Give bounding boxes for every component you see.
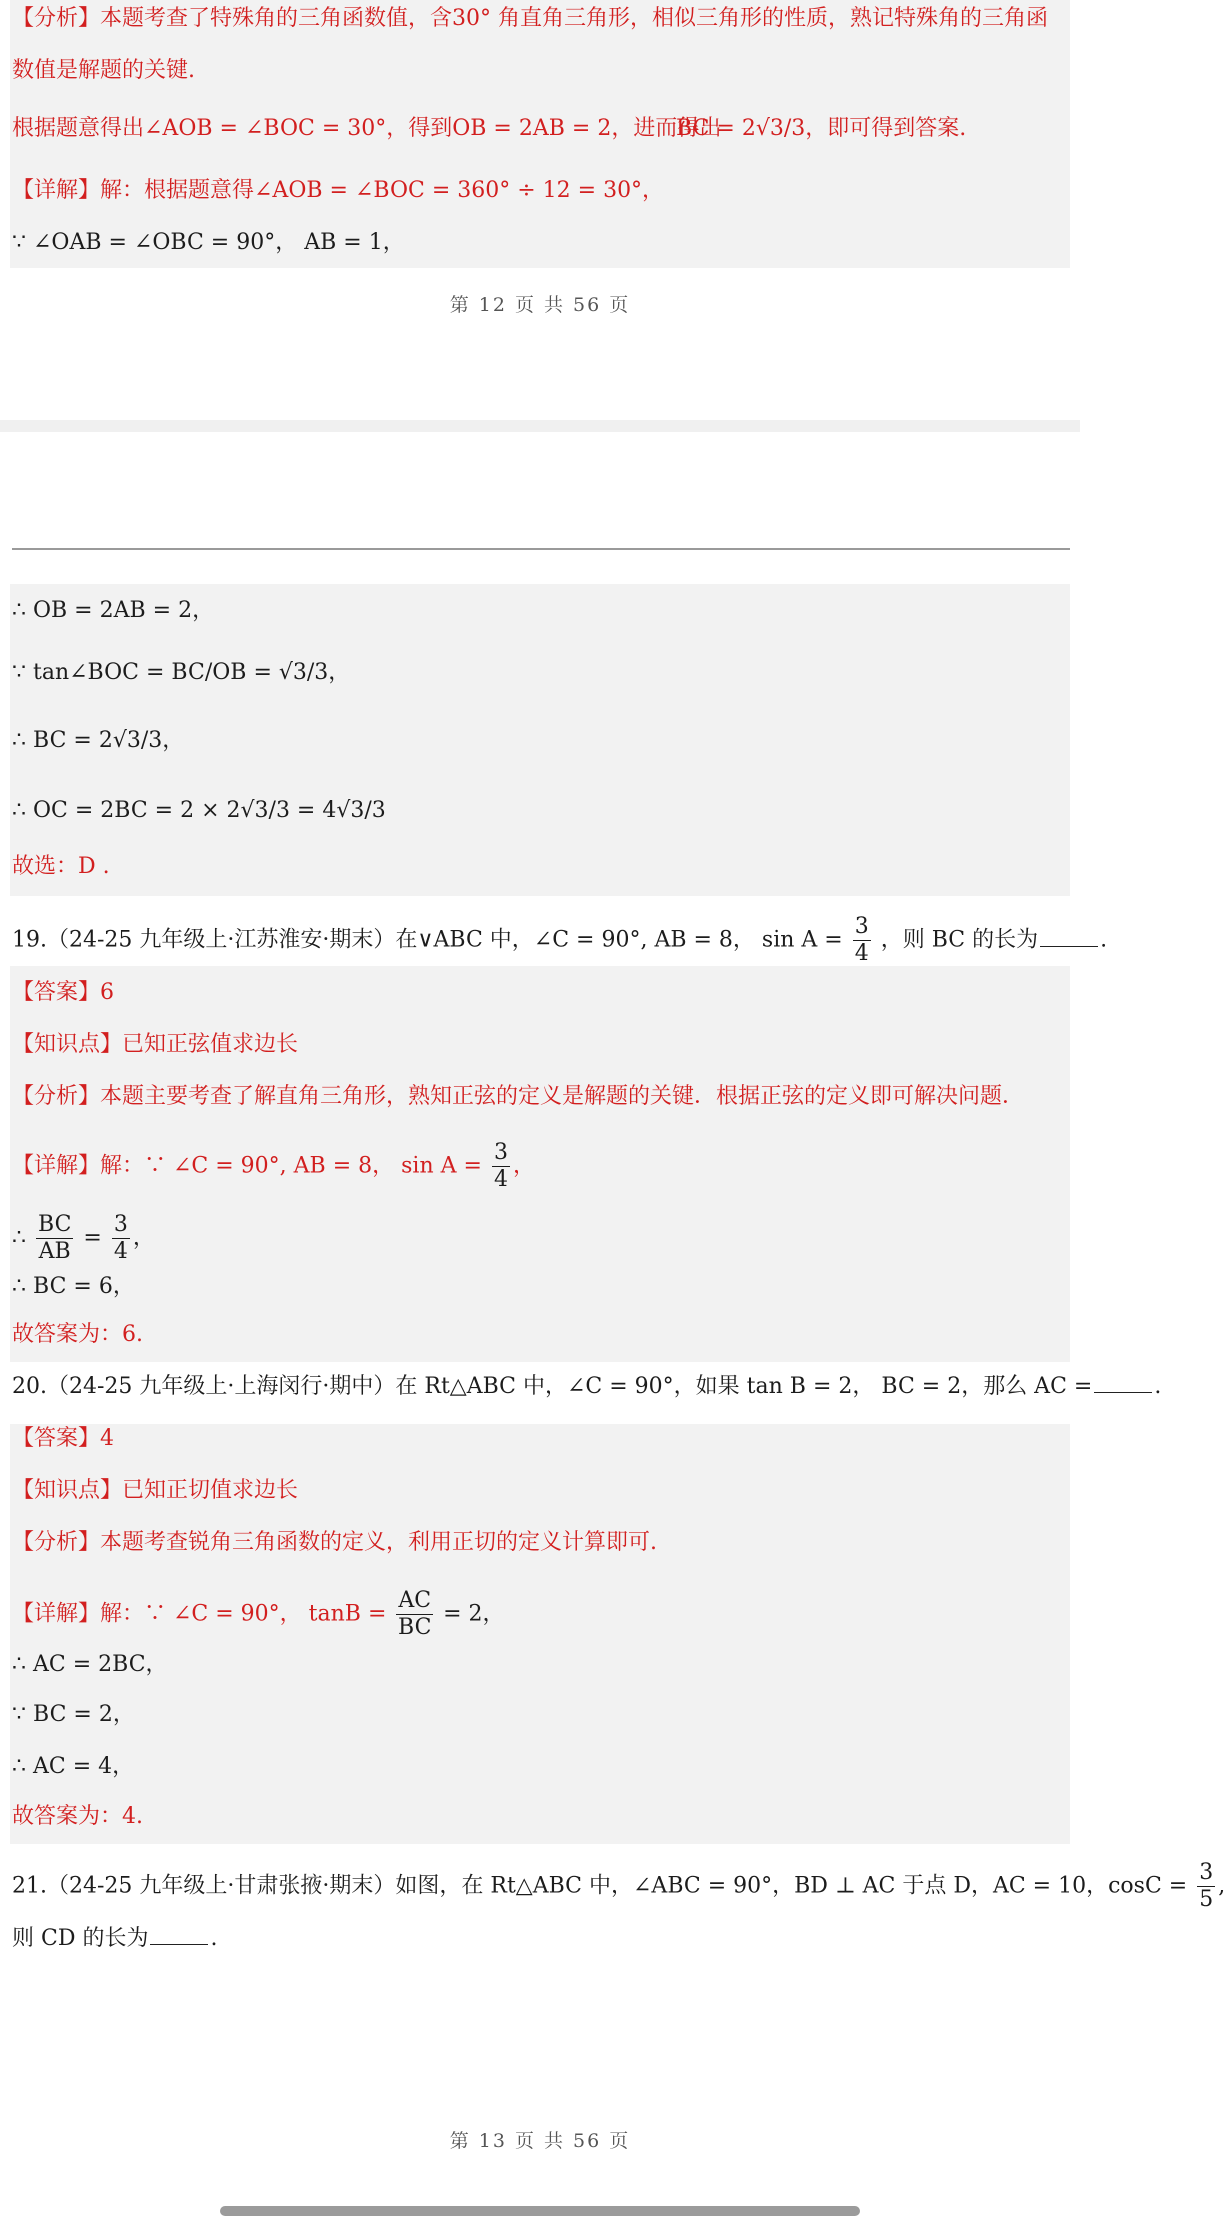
sol18-line-2 (12, 658, 350, 688)
sol18-line-2-label: ∵ tan∠BOC = (12, 660, 165, 685)
q19-detail-den: 4 (493, 1167, 508, 1192)
analysis-line-3 (12, 114, 721, 144)
q20-step2: ∵ BC = 2， (12, 1702, 135, 1727)
q19-detail-text: 【详解】解：∵ ∠C = 90°, AB = 8， sin A = (12, 1153, 482, 1179)
q19-frac-den: 4 (854, 941, 869, 966)
q19-step1-lhs-num: BC (38, 1212, 72, 1237)
q19-detail: 【详解】解：∵ ∠C = 90°, AB = 8， sin A = $\frac{3}{4}$ ， (12, 1140, 535, 1192)
q19-answer-blank (1040, 946, 1098, 947)
q19-stem-fraction (853, 914, 871, 967)
q20-detail (12, 1588, 505, 1641)
q21-stem-2 (12, 1924, 217, 1954)
sol18-final: 故选：D . (12, 854, 110, 879)
analysis-line-1: 【分析】本题考查了特殊角的三角函数值，含30° 角直角三角形，相似三角形的性质，熟记特殊角的三角函 (12, 6, 1048, 31)
q21-answer-blank (150, 1944, 208, 1945)
analysis-line-3a: 根据题意得出∠AOB = ∠BOC = 30°，得到OB = 2AB = 2，进而得出 (12, 116, 722, 141)
q19-answer: 【答案】6 (12, 980, 114, 1005)
q21-stem-text-b: 则 CD 的长为 (12, 1926, 149, 1951)
q20-stem: 20.（24-25 九年级上·上海闵行·期中）在 Rt△ABC 中，∠C = 90°，如果 tan B = 2， BC = 2，那么 AC = . (12, 1374, 1162, 1399)
q19-stem-b: ，则 BC 的长为 (880, 927, 1039, 953)
q20-stem-text: 20.（24-25 九年级上·上海闵行·期中）在 Rt△ABC 中，∠C = 90°，如果 tan B = 2， BC = 2，那么 AC = (12, 1374, 1093, 1399)
analysis-line-3b: BC = 2√3/3，即可得到答案. (676, 116, 967, 141)
q20-step3: ∴ AC = 4， (12, 1754, 135, 1779)
page-top-rule (12, 548, 1070, 550)
page-separator (0, 420, 1080, 432)
home-indicator[interactable] (220, 2206, 860, 2216)
detail-line-1: 【详解】解：根据题意得∠AOB = ∠BOC = 360° ÷ 12 = 30°， (12, 178, 665, 203)
page-footer-12: 第 12 页 共 56 页 (449, 294, 631, 316)
q19-step1: ∴ $\frac{BC}{AB}$ = $\frac{3}{4}$ ， (12, 1212, 155, 1264)
q20-step1: ∴ AC = 2BC， (12, 1652, 168, 1677)
q20-detail-tail: = 2， (443, 1601, 505, 1627)
q19-step1-rhs (112, 1212, 130, 1265)
q19-stem: 19.（24-25 九年级上·江苏淮安·期末）在∨ABC 中，∠C = 90°, AB = 8， sin A = $\frac{3}{4}$ ，则 BC 的长为 . (12, 914, 1108, 966)
page-footer-13: 第 13 页 共 56 页 (449, 2130, 631, 2152)
sol18-line-3: ∴ BC = 2√3/3， (12, 728, 185, 753)
sol18-line-4: ∴ OC = 2BC = 2 × 2√3/3 = 4√3/3 (12, 798, 386, 823)
q20-final: 故答案为：4. (12, 1804, 143, 1829)
q21-stem-text: 21.（24-25 九年级上·甘肃张掖·期末）如图，在 Rt△ABC 中，∠ABC = 90°，BD ⊥ AC 于点 D，AC = 10，cosC = (12, 1873, 1188, 1899)
q20-answer-blank (1094, 1392, 1152, 1393)
q21-frac-num: 3 (1199, 1860, 1214, 1885)
q19-analysis: 【分析】本题主要考查了解直角三角形，熟知正弦的定义是解题的关键．根据正弦的定义即可解决问题． (12, 1084, 1025, 1109)
sol18-line-1: ∴ OB = 2AB = 2， (12, 598, 215, 623)
q19-detail-num: 3 (493, 1140, 508, 1165)
q21-cos-fraction (1197, 1860, 1215, 1913)
q19-detail-fraction (492, 1140, 510, 1193)
q20-detail-num: AC (398, 1588, 432, 1613)
q19-step1-rhs-num: 3 (113, 1212, 128, 1237)
q20-analysis: 【分析】本题考查锐角三角函数的定义，利用正切的定义计算即可. (12, 1530, 657, 1555)
q19-frac-num: 3 (854, 914, 869, 939)
sol18-line-2-value: BC/OB = √3/3， (171, 660, 351, 685)
q21-stem-period: . (210, 1926, 218, 1951)
q20-answer: 【答案】4 (12, 1426, 114, 1451)
q19-step1-lhs-den: AB (38, 1239, 71, 1264)
q19-step1-lhs (36, 1212, 73, 1265)
q19-knowledge: 【知识点】已知正弦值求边长 (12, 1032, 299, 1057)
q19-step2: ∴ BC = 6， (12, 1274, 135, 1299)
q19-final: 故答案为：6. (12, 1322, 143, 1347)
q21-stem-1: 21.（24-25 九年级上·甘肃张掖·期末）如图，在 Rt△ABC 中，∠ABC = 90°，BD ⊥ AC 于点 D，AC = 10，cosC = $\frac{3}{5}$ , (12, 1860, 1225, 1912)
detail-line-2: ∵ ∠OAB = ∠OBC = 90°， AB = 1， (12, 230, 405, 255)
q19-step1-rhs-den: 4 (113, 1239, 128, 1264)
q20-detail-fraction (396, 1588, 433, 1641)
analysis-line-2: 数值是解题的关键. (12, 58, 195, 83)
q21-frac-den: 5 (1199, 1887, 1214, 1912)
q20-detail-den: BC (398, 1615, 432, 1640)
q19-stem-a: 19.（24-25 九年级上·江苏淮安·期末）在∨ABC 中，∠C = 90°, AB = 8， sin A = (12, 927, 843, 953)
q20-knowledge: 【知识点】已知正切值求边长 (12, 1478, 299, 1503)
q20-detail-text: 【详解】解：∵ ∠C = 90°， tanB = (12, 1601, 387, 1627)
